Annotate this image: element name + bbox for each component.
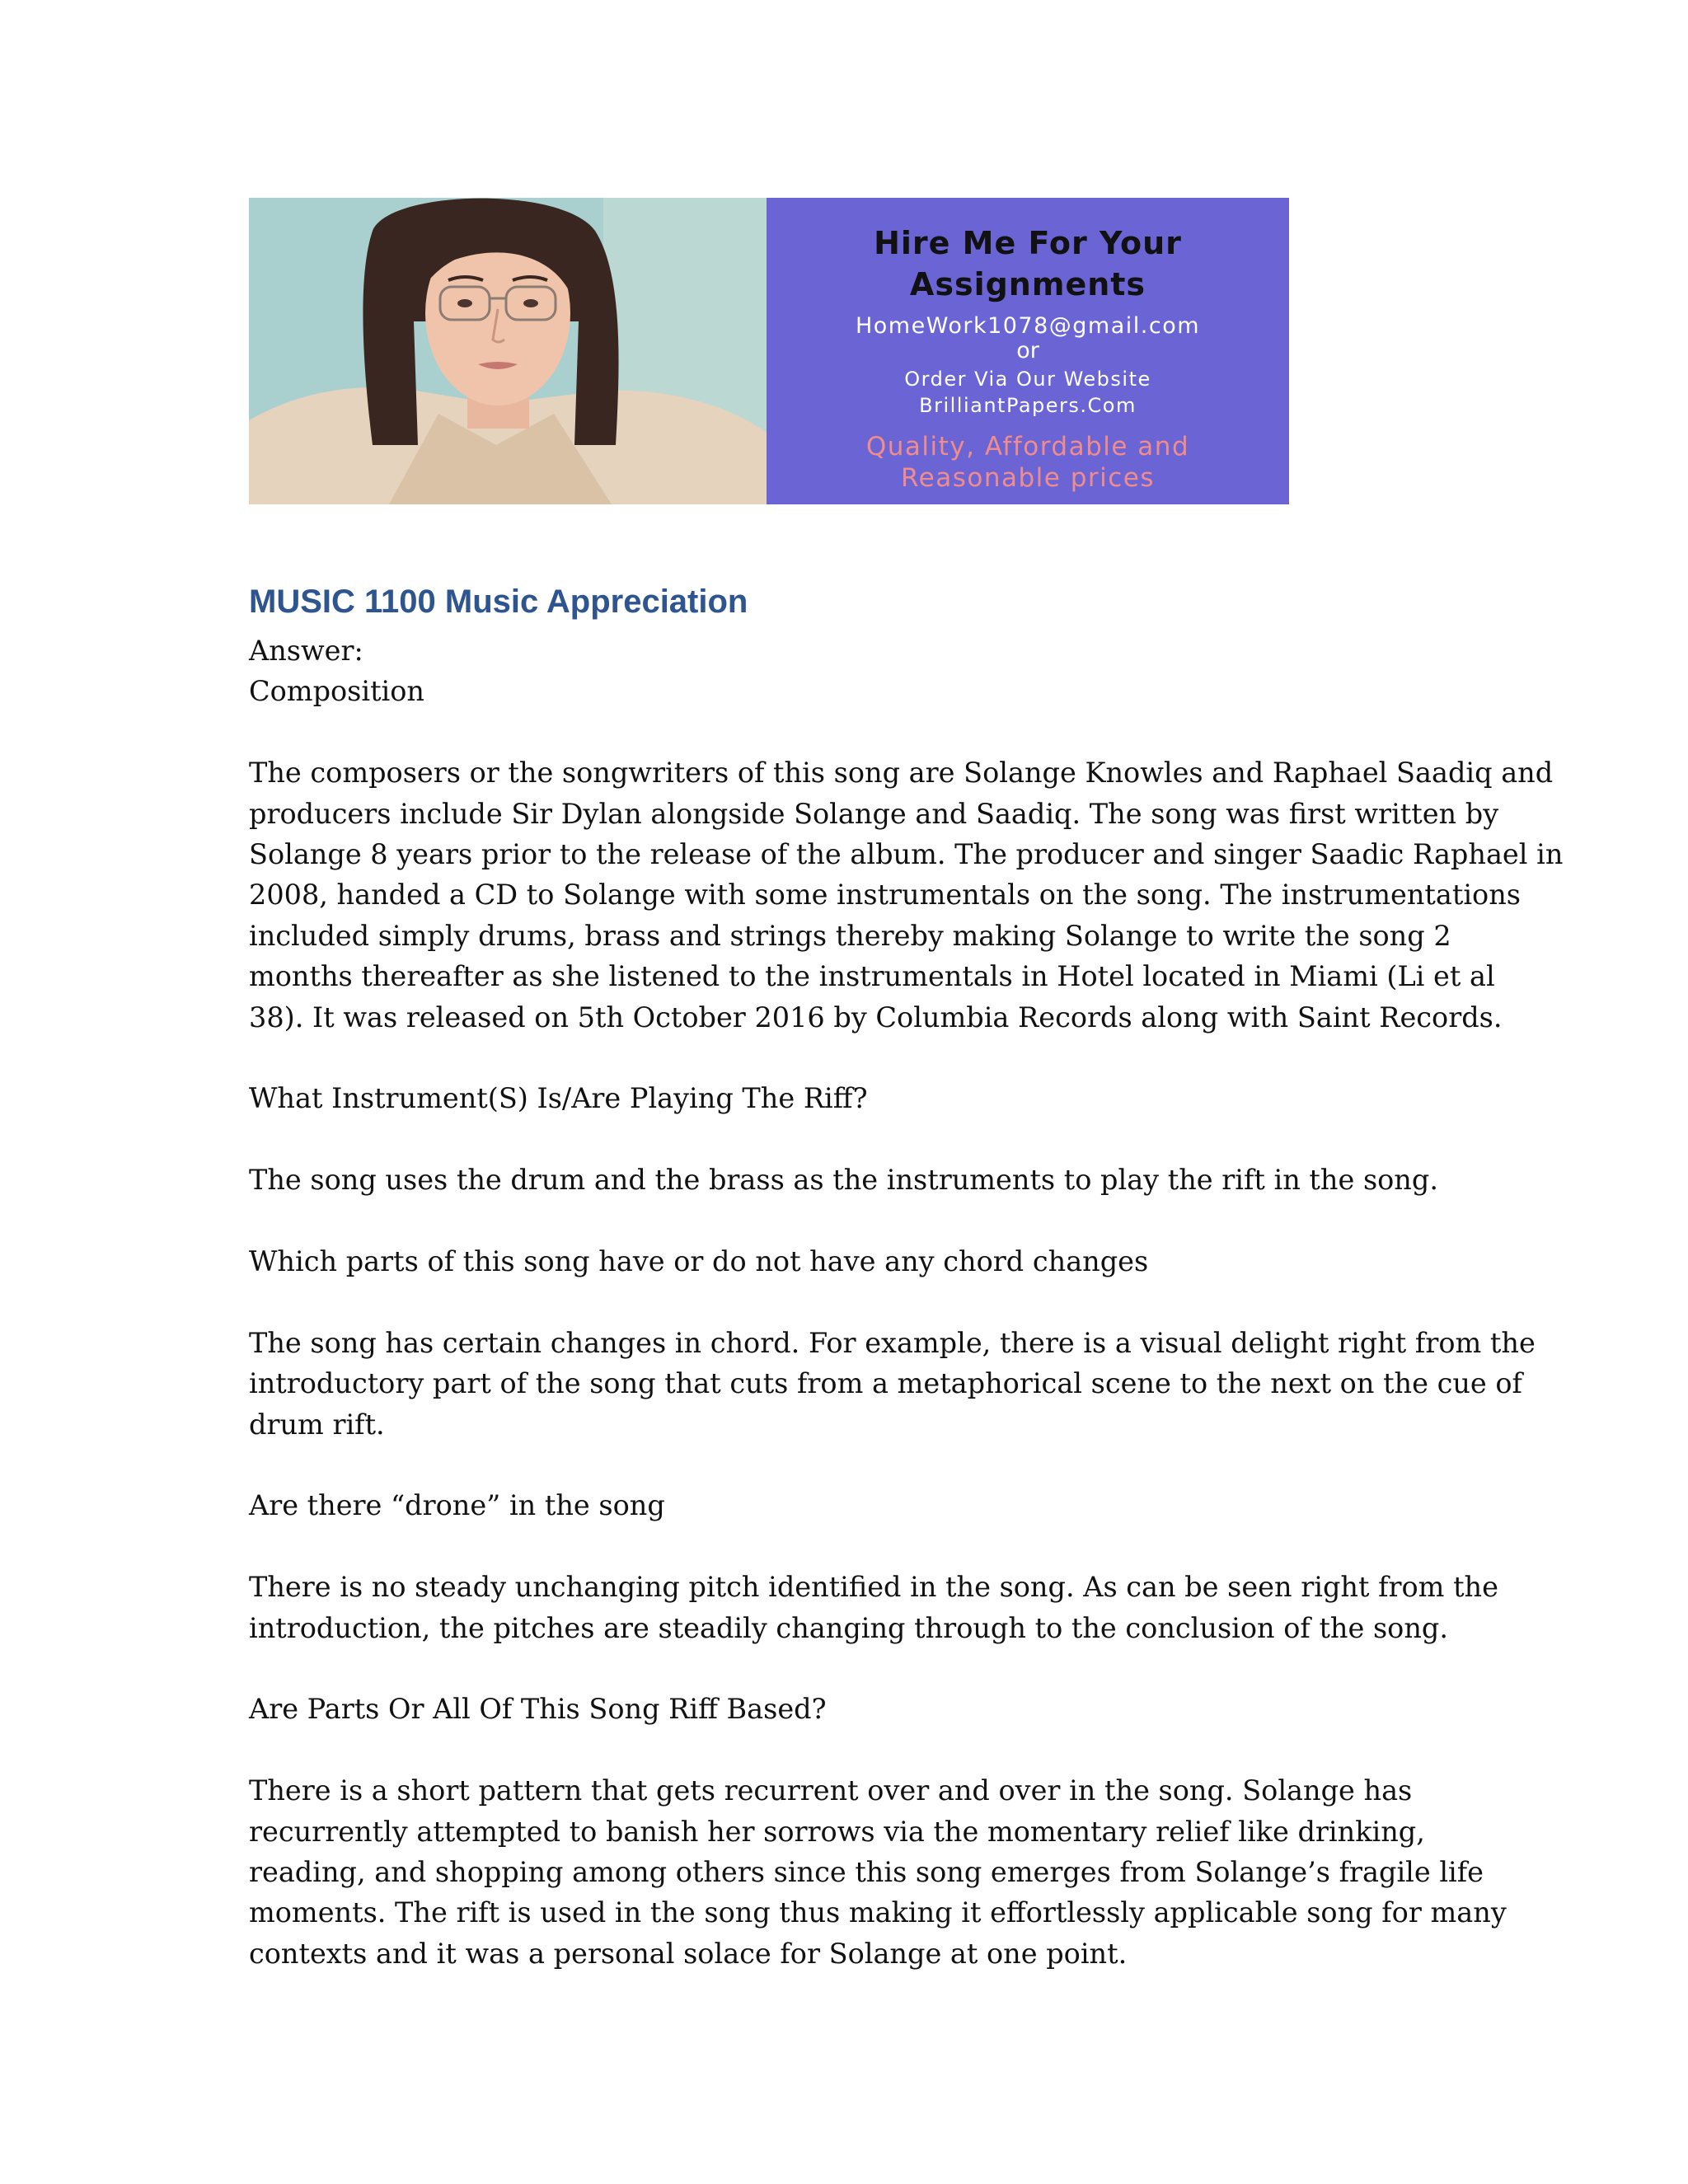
answer-label: Answer: [249, 635, 363, 667]
answer-drone [249, 1567, 1498, 1648]
answer-riff-based [249, 1770, 1507, 1974]
portrait-illustration [249, 198, 767, 504]
question-riff-instruments [249, 1078, 1452, 1118]
paragraph-line: contexts and it was a personal solace for Solange at one point. [249, 1937, 1128, 1970]
ad-quality-text [767, 431, 1289, 494]
section-label-composition: Composition [249, 675, 425, 708]
paragraph-line: There is a short pattern that gets recurrent over and over in the song. Solange has [249, 1774, 1413, 1807]
paragraph-line: moments. The rift is used in the song thus making it effortlessly applicable song for many [249, 1896, 1507, 1929]
answer-chord-changes [249, 1323, 1536, 1445]
paragraph-line: There is no steady unchanging pitch identified in the song. As can be seen right from the [249, 1571, 1498, 1604]
ad-headline-line2: Assignments [909, 266, 1146, 302]
paragraph-line: 38). It was released on 5th October 2016 by Columbia Records along with Saint Records. [249, 1001, 1503, 1033]
paragraph-line: reading, and shopping among others since this song emerges from Solange’s fragile life [249, 1856, 1484, 1889]
question-text: Are Parts Or All Of This Song Riff Based? [249, 1693, 827, 1726]
advertisement-banner [249, 198, 1289, 504]
answer-riff-instruments [249, 1160, 1452, 1200]
paragraph-line: drum rift. [249, 1408, 385, 1441]
ad-headline-line1: Hire Me For Your [874, 225, 1182, 261]
paragraph-line: Solange 8 years prior to the release of the album. The producer and singer Saadic Raphael in [249, 838, 1564, 871]
paragraph-line: producers include Sir Dylan alongside Solange and Saadiq. The song was first written by [249, 797, 1499, 830]
paragraph-line: introductory part of the song that cuts from a metaphorical scene to the next on the cue of [249, 1367, 1522, 1400]
paragraph-line: The composers or the songwriters of this song are Solange Knowles and Raphael Saadiq and [249, 757, 1554, 790]
ad-email: HomeWork1078@gmail.com [855, 313, 1201, 339]
paragraph-line: The song has certain changes in chord. For example, there is a visual delight right from the [249, 1326, 1536, 1359]
paragraph-line: recurrently attempted to banish her sorrows via the momentary relief like drinking, [249, 1815, 1425, 1848]
hire-me-ad-panel [767, 198, 1289, 504]
ad-quality-line1: Quality, Affordable and [865, 432, 1190, 462]
document-body [249, 630, 1564, 2015]
ad-headline [767, 223, 1289, 305]
paragraph-line: introduction, the pitches are steadily changing through to the conclusion of the song. [249, 1611, 1449, 1644]
document-title: MUSIC 1100 Music Appreciation [249, 583, 748, 620]
ad-order-text: Order Via Our Website [904, 368, 1151, 391]
question-riff-based [249, 1689, 1452, 1729]
woman-portrait-photo [249, 198, 767, 504]
question-text: Are there “drone” in the song [249, 1489, 665, 1522]
question-text: What Instrument(S) Is/Are Playing The Riff? [249, 1082, 868, 1115]
answer-header [249, 630, 1452, 712]
paragraph-line: months thereafter as she listened to the instrumentals in Hotel located in Miami (Li et al [249, 960, 1495, 993]
question-chord-changes [249, 1241, 1452, 1282]
paragraph-line: included simply drums, brass and strings thereby making Solange to write the song 2 [249, 919, 1451, 952]
ad-or-text: or [1016, 338, 1039, 363]
answer-text: The song uses the drum and the brass as the instruments to play the rift in the song. [249, 1164, 1438, 1197]
question-text: Which parts of this song have or do not have any chord changes [249, 1245, 1149, 1278]
composition-paragraph [249, 752, 1564, 1038]
ad-quality-line2: Reasonable prices [901, 463, 1155, 493]
paragraph-line: 2008, handed a CD to Solange with some instrumentals on the song. The instrumentations [249, 879, 1521, 912]
ad-website: BrilliantPapers.Com [919, 394, 1137, 417]
question-drone [249, 1485, 1452, 1526]
